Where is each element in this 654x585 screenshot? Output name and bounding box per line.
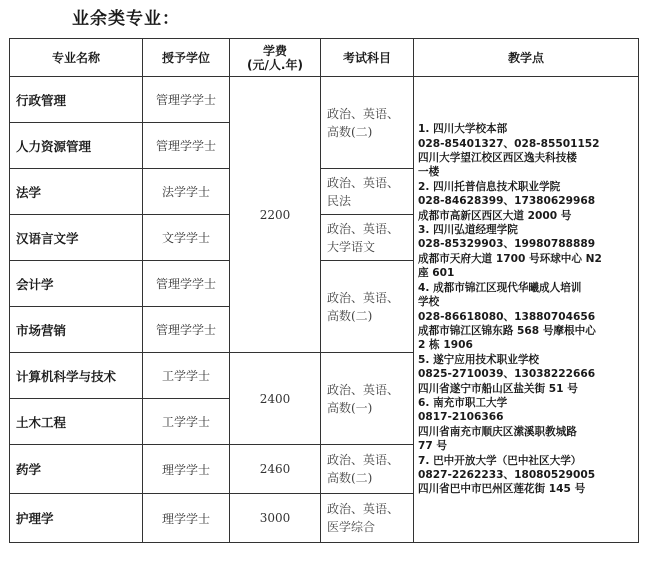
exam-subjects [321, 77, 414, 169]
degree: 管理学学士 [143, 307, 230, 353]
exam-line: 高数(二) [327, 471, 373, 485]
exam-subjects [321, 261, 414, 353]
exam-subjects [321, 215, 414, 261]
site-line: 0825-2710039、13038222666 [418, 368, 596, 381]
exam-line: 政治、英语、 [327, 502, 400, 516]
site-line: 0827-2262233、18080529005 [418, 468, 596, 481]
fee: 2400 [230, 353, 321, 445]
site-line: 5. 遂宁应用技术职业学校 [418, 353, 540, 366]
exam-line: 政治、英语、 [327, 382, 400, 397]
degree: 工学学士 [143, 353, 230, 399]
site-line: 0817-2106366 [418, 411, 504, 424]
fee: 3000 [230, 494, 321, 543]
exam-line: 高数(一) [327, 400, 373, 415]
majors-table [9, 38, 639, 543]
degree: 管理学学士 [143, 123, 230, 169]
site-line: 四川省南充市顺庆区潆溪职教城路 [418, 425, 577, 438]
exam-line: 政治、英语、 [327, 221, 400, 236]
header-fee-line2: (元/人.年) [247, 57, 303, 72]
major-name: 药学 [10, 445, 143, 494]
degree: 管理学学士 [143, 77, 230, 123]
major-name: 会计学 [10, 261, 143, 307]
site-line: 成都市天府大道 1700 号环球中心 N2 [418, 252, 602, 265]
site-line: 1. 四川大学校本部 [418, 123, 508, 136]
site-line: 7. 巴中开放大学（巴中社区大学） [418, 454, 582, 467]
site-line: 028-84628399、17380629968 [418, 195, 596, 208]
exam-subjects [321, 353, 414, 445]
major-name: 市场营销 [10, 307, 143, 353]
degree: 理学学士 [143, 494, 230, 543]
major-name: 法学 [10, 169, 143, 215]
site-line: 028-86618080、13880704656 [418, 310, 596, 323]
exam-line: 高数(二) [327, 308, 373, 323]
header-degree: 授予学位 [143, 39, 230, 77]
major-name: 计算机科学与技术 [10, 353, 143, 399]
site-line: 028-85329903、19980788889 [418, 238, 596, 251]
site-line: 学校 [418, 296, 440, 309]
degree: 管理学学士 [143, 261, 230, 307]
major-name: 护理学 [10, 494, 143, 543]
degree: 理学学士 [143, 445, 230, 494]
major-name: 人力资源管理 [10, 123, 143, 169]
site-line: 77 号 [418, 440, 448, 453]
fee: 2460 [230, 445, 321, 494]
exam-subjects [321, 445, 414, 494]
table-row [10, 77, 639, 123]
fee: 2200 [230, 77, 321, 353]
major-name: 行政管理 [10, 77, 143, 123]
exam-line: 高数(二) [327, 124, 373, 139]
exam-line: 政治、英语、 [327, 453, 400, 467]
degree: 工学学士 [143, 399, 230, 445]
major-name: 土木工程 [10, 399, 143, 445]
exam-line: 大学语文 [327, 239, 376, 254]
site-line: 四川省巴中市巴州区莲花街 145 号 [418, 483, 586, 496]
major-name: 汉语言文学 [10, 215, 143, 261]
exam-subjects [321, 494, 414, 543]
degree: 法学学士 [143, 169, 230, 215]
site-line: 成都市高新区西区大道 2000 号 [418, 209, 572, 222]
site-line: 028-85401327、028-85501152 [418, 137, 600, 150]
site-line: 四川大学望江校区西区逸夫科技楼 [418, 152, 577, 165]
site-line: 一楼 [418, 166, 440, 179]
site-line: 6. 南充市职工大学 [418, 396, 508, 409]
section-heading: 业余类专业： [72, 9, 180, 29]
site-line: 3. 四川弘道经理学院 [418, 224, 518, 237]
site-line: 四川省遂宁市船山区盐关街 51 号 [418, 382, 578, 395]
table-header-row [10, 39, 639, 77]
header-exam: 考试科目 [321, 39, 414, 77]
exam-line: 民法 [327, 193, 352, 208]
site-line: 4. 成都市锦江区现代华曦成人培训 [418, 281, 582, 294]
site-line: 2. 四川托普信息技术职业学院 [418, 180, 561, 193]
exam-line: 医学综合 [327, 520, 376, 534]
degree: 文学学士 [143, 215, 230, 261]
header-fee [230, 39, 321, 77]
header-sites: 教学点 [414, 39, 639, 77]
header-major: 专业名称 [10, 39, 143, 77]
exam-line: 政治、英语、 [327, 290, 400, 305]
exam-subjects [321, 169, 414, 215]
site-line: 成都市锦江区锦东路 568 号摩根中心 [418, 324, 596, 337]
site-line: 2 栋 1906 [418, 339, 473, 352]
header-fee-line1: 学费 [262, 43, 287, 58]
exam-line: 政治、英语、 [327, 175, 400, 190]
site-line: 座 601 [418, 267, 455, 280]
exam-line: 政治、英语、 [327, 106, 400, 121]
teaching-sites [414, 77, 639, 543]
